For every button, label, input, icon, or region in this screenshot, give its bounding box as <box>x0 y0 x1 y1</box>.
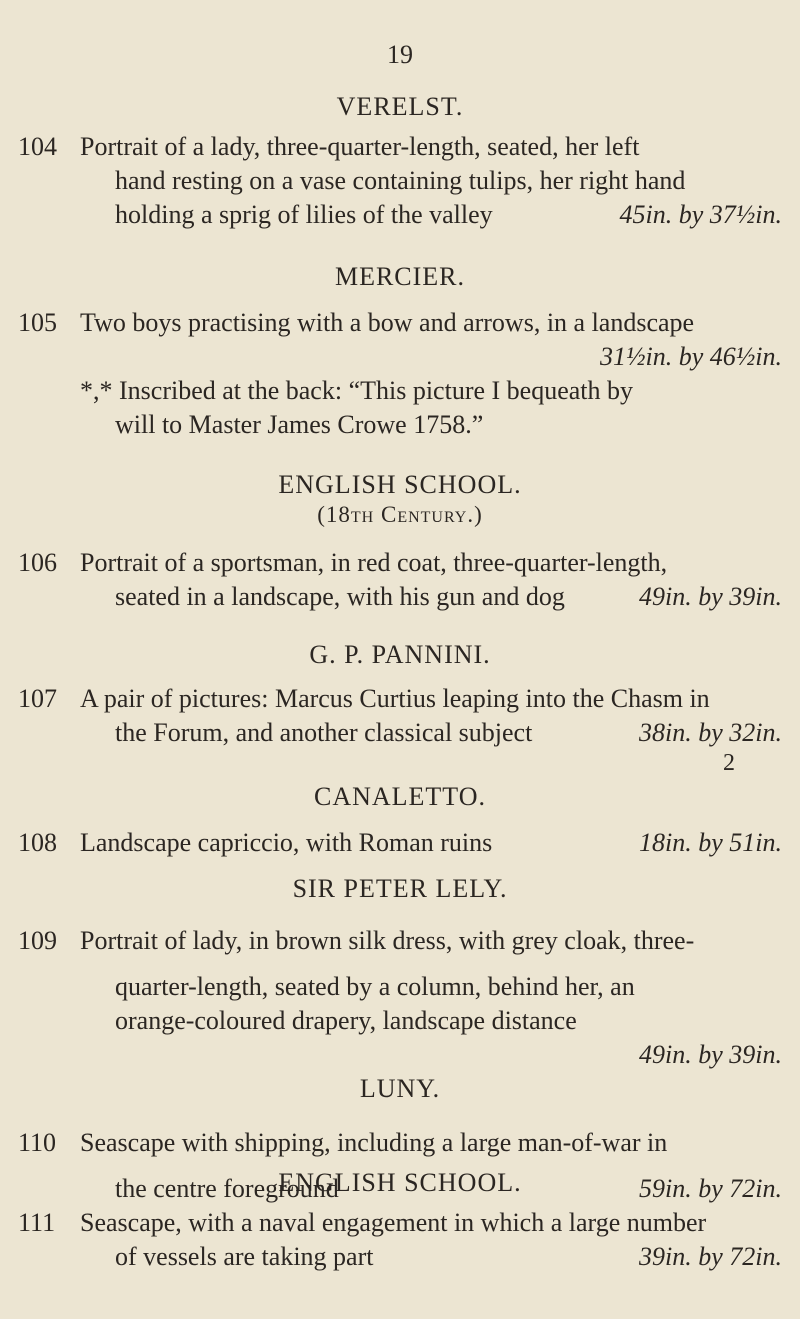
lot-dimensions: 39in. by 72in. <box>639 1242 782 1271</box>
lot-description-line: Landscape capriccio, with Roman ruins <box>80 828 493 857</box>
lot-number: 105 <box>18 308 57 337</box>
lot-description-line: Seascape, with a naval engagement in which a large number <box>80 1208 707 1237</box>
lot-description-line: the Forum, and another classical subject <box>115 718 533 747</box>
lot-description-line: Two boys practising with a bow and arrows, in a landscape <box>80 308 695 337</box>
artist-heading: VERELST. <box>336 92 464 121</box>
artist-heading: ENGLISH SCHOOL. <box>278 1168 522 1197</box>
lot-number: 106 <box>18 548 57 577</box>
lot-dimensions: 49in. by 39in. <box>639 1040 782 1069</box>
lot-description-line: Portrait of a sportsman, in red coat, three-quarter-length, <box>80 548 668 577</box>
artist-heading: G. P. PANNINI. <box>309 640 491 669</box>
lot-dimensions: 38in. by 32in. <box>639 718 782 747</box>
lot-number: 107 <box>18 684 57 713</box>
lot-dimensions: 59in. by 72in. <box>639 1174 782 1203</box>
artist-heading: MERCIER. <box>334 262 466 291</box>
page-number: 19 <box>387 40 413 69</box>
lot-description-line: of vessels are taking part <box>115 1242 374 1271</box>
artist-heading: SIR PETER LELY. <box>292 874 508 903</box>
lot-number: 111 <box>18 1208 56 1237</box>
lot-description-line: holding a sprig of lilies of the valley <box>115 200 493 229</box>
artist-heading: ENGLISH SCHOOL. <box>278 470 522 499</box>
lot-quantity: 2 <box>723 750 735 776</box>
lot-dimensions: 45in. by 37½in. <box>619 200 782 229</box>
lot-description-line: Portrait of lady, in brown silk dress, with grey cloak, three- <box>80 926 695 955</box>
lot-description-line: orange-coloured drapery, landscape distance <box>115 1006 577 1035</box>
lot-description-line: A pair of pictures: Marcus Curtius leaping into the Chasm in <box>80 684 710 713</box>
lot-description-line: Portrait of a lady, three-quarter-length, seated, her left <box>80 132 640 161</box>
lot-number: 104 <box>18 132 57 161</box>
lot-description-line: Seascape with shipping, including a large man-of-war in <box>80 1128 668 1157</box>
artist-heading: CANALETTO. <box>313 782 486 811</box>
lot-note-line: will to Master James Crowe 1758.” <box>115 410 484 439</box>
lot-description-line: quarter-length, seated by a column, behind her, an <box>115 972 635 1001</box>
lot-description-line: hand resting on a vase containing tulips, her right hand <box>115 166 686 195</box>
lot-number: 109 <box>18 926 57 955</box>
lot-number: 110 <box>18 1128 57 1157</box>
lot-dimensions: 31½in. by 46½in. <box>600 342 782 371</box>
lot-number: 108 <box>18 828 57 857</box>
lot-note-line: *,* Inscribed at the back: “This picture I bequeath by <box>80 376 634 405</box>
lot-dimensions: 18in. by 51in. <box>639 828 782 857</box>
lot-description-line: the centre foreground <box>115 1174 339 1203</box>
lot-dimensions: 49in. by 39in. <box>639 582 782 611</box>
artist-heading: LUNY. <box>359 1074 441 1103</box>
lot-description-line: seated in a landscape, with his gun and dog <box>115 582 565 611</box>
artist-subheading: (18th Century.) <box>317 502 483 527</box>
